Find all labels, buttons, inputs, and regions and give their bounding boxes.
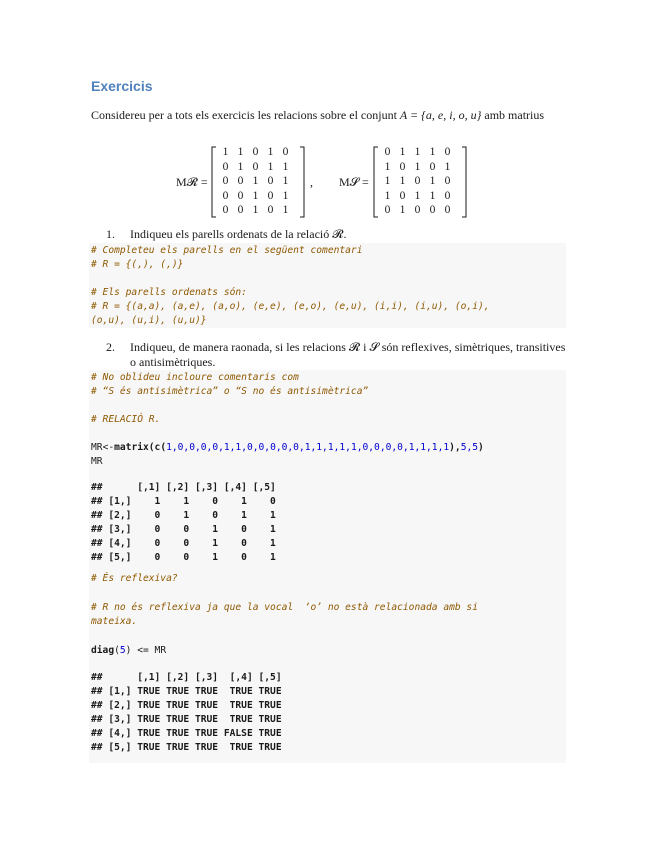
matrix-r-cell: 0 <box>222 204 229 216</box>
matrix-r-cell: 0 <box>237 189 244 202</box>
matrix-s-cell: 0 <box>444 204 451 216</box>
matrix-r-cell: 1 <box>282 175 289 187</box>
matrix-r-row <box>218 175 293 187</box>
code-comment: # Completeu els parells en el següent comentari <box>91 245 363 256</box>
matrix-r-cell: 1 <box>237 160 244 173</box>
matrix-s-cell: 0 <box>414 204 421 216</box>
matrix-s-cell: 0 <box>399 189 406 202</box>
question-2-number: 2. <box>106 340 115 354</box>
code-comment: # RELACIÓ R. <box>91 414 161 425</box>
matrix-r-cell: 0 <box>222 175 229 187</box>
matrix-r-cell: 0 <box>252 146 259 158</box>
matrix-s-cell: 1 <box>429 189 436 202</box>
question-2-text: Indiqueu, de manera raonada, si les relacions 𝓡 i 𝓢 són reflexives, simètriques, transitives o antisimètriques. <box>130 340 566 369</box>
section-heading: Exercicis <box>91 78 153 94</box>
matrix-r-cell: 1 <box>267 146 274 158</box>
matrix-s-cell: 1 <box>429 146 436 158</box>
matrix-s-label: M𝓢 = <box>339 175 369 189</box>
matrix-s-cell: 1 <box>384 189 391 202</box>
matrix-s-cell: 0 <box>399 160 406 173</box>
matrix-s-cell: 1 <box>414 146 421 158</box>
code-punct: (c( <box>148 442 167 453</box>
matrix-s-cell: 0 <box>429 160 436 173</box>
matrix-s-row <box>380 190 455 202</box>
code-block-2 <box>89 370 566 763</box>
matrix-s-cell: 0 <box>429 204 436 216</box>
code-comment: mateixa. <box>91 616 138 627</box>
code-numbers: 5,5 <box>460 442 479 453</box>
code-output: ## [3,] TRUE TRUE TRUE TRUE TRUE <box>91 714 282 725</box>
code-output: ## [4,] 0 0 1 0 1 <box>91 538 276 549</box>
code-output: ## [2,] TRUE TRUE TRUE TRUE TRUE <box>91 700 282 711</box>
code-function: diag <box>91 645 115 656</box>
code-comment: # No oblideu incloure comentaris com <box>91 372 299 383</box>
code-diag-line: diag(5) <= MR <box>91 645 167 656</box>
intro-text-end: amb matrius <box>481 108 545 122</box>
code-comment: # R no és reflexiva ja que la vocal ‘o’ no està relacionada amb si <box>91 602 478 613</box>
matrix-r-cell: 1 <box>252 175 259 187</box>
matrix-s-cell: 1 <box>384 175 391 187</box>
matrix-s-cell: 0 <box>444 175 451 187</box>
matrix-separator: , <box>310 175 313 189</box>
code-comment: # R = {(a,a), (a,e), (a,o), (e,e), (e,o), (e,u), (i,i), (i,u), (o,i), <box>91 301 490 312</box>
matrix-s-row <box>380 175 455 187</box>
code-comment: # És reflexiva? <box>91 573 178 584</box>
code-output: ## [5,] 0 0 1 0 1 <box>91 552 276 563</box>
matrix-r-cell: 0 <box>252 160 259 173</box>
code-assign-line <box>91 442 484 453</box>
matrix-r-cell: 0 <box>237 175 244 187</box>
matrix-s-cell: 0 <box>384 204 391 216</box>
matrix-s <box>372 146 468 218</box>
question-1-text: Indiqueu els parells ordenats de la relació 𝓡. <box>130 227 347 241</box>
intro-text-start: Considereu per a tots els exercicis les relacions sobre el conjunt <box>91 108 400 122</box>
code-punct: ) <box>478 442 484 453</box>
intro-paragraph <box>91 108 571 123</box>
matrix-r-cell: 0 <box>267 204 274 216</box>
code-comment: # “S és antisimètrica” o “S no és antisimètrica” <box>91 386 369 397</box>
matrix-r-row <box>218 190 293 202</box>
matrix-r-cell: 1 <box>282 204 289 216</box>
code-comment: (o,u), (u,i), (u,u)} <box>91 315 207 326</box>
matrix-s-cell: 1 <box>414 189 421 202</box>
matrix-r-row <box>218 146 293 158</box>
matrix-r-cell: 1 <box>282 189 289 202</box>
code-output: ## [4,] TRUE TRUE TRUE FALSE TRUE <box>91 728 282 739</box>
matrix-r-cell: 1 <box>282 160 289 173</box>
code-comment: # R = {(,), (,)} <box>91 259 184 270</box>
code-numbers: 5 <box>119 645 126 656</box>
matrix-s-cell: 0 <box>444 189 451 202</box>
matrix-s-cell: 1 <box>384 160 391 173</box>
matrix-s-row <box>380 204 455 216</box>
question-1-number: 1. <box>106 227 115 241</box>
code-output: ## [,1] [,2] [,3] [,4] [,5] <box>91 482 276 493</box>
set-definition: A = {a, e, i, o, u} <box>399 108 482 122</box>
matrix-s-cell: 0 <box>384 146 391 158</box>
matrix-s-cell: 1 <box>429 175 436 187</box>
matrix-s-cell: 1 <box>414 160 421 173</box>
code-output: ## [3,] 0 0 1 0 1 <box>91 524 276 535</box>
matrix-r-label: M𝓡 = <box>176 175 208 189</box>
code-numbers: 1,0,0,0,0,1,1,0,0,0,0,0,1,1,1,1,1,0,0,0,0,1,1,1,1 <box>166 442 450 453</box>
matrix-r-cell: 0 <box>282 146 289 158</box>
code-block-1 <box>89 243 566 328</box>
matrix-r-cell: 0 <box>237 204 244 216</box>
matrix-r-cell: 1 <box>267 160 274 173</box>
code-function: matrix <box>114 442 149 453</box>
matrix-s-cell: 0 <box>414 175 421 187</box>
code-output: ## [1,] TRUE TRUE TRUE TRUE TRUE <box>91 686 282 697</box>
matrix-r-row <box>218 161 293 173</box>
matrix-r-cell: 1 <box>252 189 259 202</box>
code-comment: # Els parells ordenats són: <box>91 287 247 298</box>
matrix-r-cell: 0 <box>222 189 229 202</box>
matrix-s-cell: 0 <box>444 146 451 158</box>
matrix-r <box>210 146 306 218</box>
matrix-s-cell: 1 <box>399 175 406 187</box>
matrix-s-row <box>380 146 455 158</box>
matrix-r-cell: 1 <box>237 146 244 158</box>
code-output: ## [1,] 1 1 0 1 0 <box>91 496 276 507</box>
code-operator: <- <box>102 442 115 453</box>
matrix-r-row <box>218 204 293 216</box>
matrix-s-cell: 1 <box>399 146 406 158</box>
code-var: MR <box>91 442 103 453</box>
matrix-r-cell: 0 <box>222 160 229 173</box>
code-print-line: MR <box>91 456 103 467</box>
matrix-s-row <box>380 161 455 173</box>
code-output: ## [,1] [,2] [,3] [,4] [,5] <box>91 672 282 683</box>
matrices-block <box>0 146 655 218</box>
matrix-r-cell: 1 <box>252 204 259 216</box>
matrix-r-cell: 0 <box>267 189 274 202</box>
code-punct: ), <box>449 442 461 453</box>
matrix-r-cell: 1 <box>222 146 229 158</box>
matrix-s-cell: 1 <box>399 204 406 216</box>
code-output: ## [5,] TRUE TRUE TRUE TRUE TRUE <box>91 742 282 753</box>
code-diag-rest: <= MR <box>131 645 167 656</box>
matrix-r-cell: 0 <box>267 175 274 187</box>
code-output: ## [2,] 0 1 0 1 1 <box>91 510 276 521</box>
matrix-s-cell: 1 <box>444 160 451 173</box>
